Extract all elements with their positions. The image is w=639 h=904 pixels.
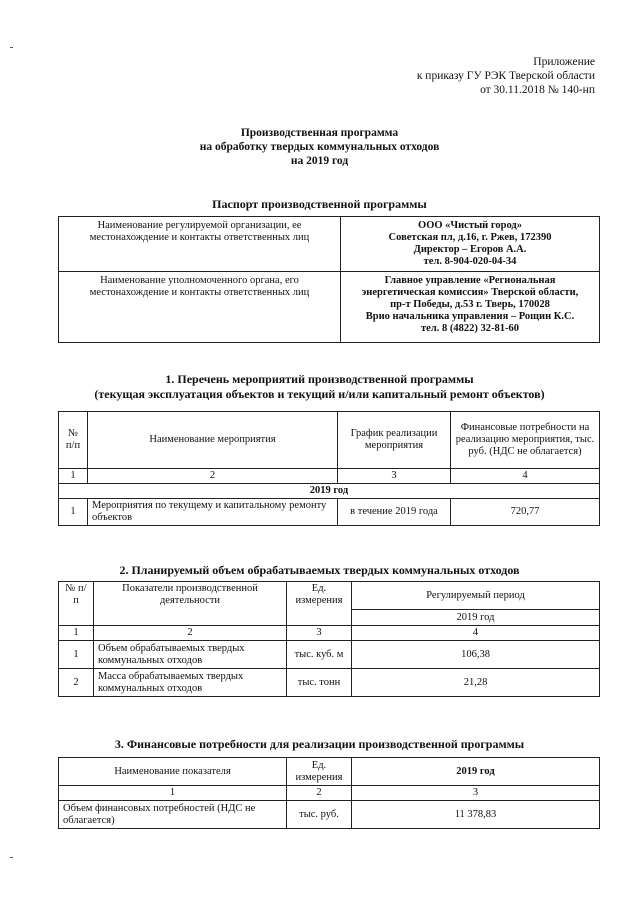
index-cell: 4 xyxy=(451,469,600,484)
row-name: Объем обрабатываемых твердых коммунальных отходов xyxy=(94,641,287,669)
volume-table xyxy=(58,581,600,697)
index-cell: 4 xyxy=(352,626,600,641)
label-text: местонахождение и контакты ответственных лиц xyxy=(89,232,310,243)
scan-mark xyxy=(10,47,13,48)
value-text: тел. 8 (4822) 32-81-60 xyxy=(421,323,519,334)
index-cell: 3 xyxy=(352,786,600,801)
table-header-row xyxy=(59,582,600,610)
order-date-line: от 30.11.2018 № 140-нп xyxy=(480,84,595,96)
index-cell: 2 xyxy=(88,469,338,484)
passport-label-cell xyxy=(59,272,341,343)
section3-heading: 3. Финансовые потребности для реализации производственной программы xyxy=(114,737,525,751)
col-year-header: 2019 год xyxy=(352,758,600,786)
value-text: энергетическая комиссия» Тверской области, xyxy=(361,287,579,298)
passport-table xyxy=(58,216,600,343)
row-schedule: в течение 2019 года xyxy=(338,499,451,526)
index-row xyxy=(59,786,600,801)
row-unit: тыс. руб. xyxy=(287,801,352,829)
row-value: 21,28 xyxy=(352,669,600,697)
col-num-header: № п/п xyxy=(59,412,88,469)
passport-label-cell xyxy=(59,217,341,272)
row-name: Объем финансовых потребностей (НДС не облагается) xyxy=(59,801,287,829)
index-cell: 2 xyxy=(287,786,352,801)
order-line: к приказу ГУ РЭК Тверской области xyxy=(416,70,595,82)
col-num-header: № п/п xyxy=(59,582,94,626)
heading-line: (текущая эксплуатация объектов и текущий и/или капитальный ремонт объектов) xyxy=(94,387,545,401)
table-header-row xyxy=(59,758,600,786)
row-num: 1 xyxy=(59,641,94,669)
section1-heading xyxy=(0,372,639,402)
passport-heading: Паспорт производственной программы xyxy=(212,197,427,211)
year-cell: 2019 год xyxy=(59,484,600,499)
index-row xyxy=(59,626,600,641)
table-row xyxy=(59,669,600,697)
row-num: 2 xyxy=(59,669,94,697)
row-value: 11 378,83 xyxy=(352,801,600,829)
heading-line: 1. Перечень мероприятий производственной программы xyxy=(165,372,474,386)
appendix-header xyxy=(335,55,595,97)
title-line: на 2019 год xyxy=(290,155,349,167)
label-text: местонахождение и контакты ответственных лиц xyxy=(89,287,310,298)
document-title xyxy=(0,126,639,168)
value-text: Советская пл, д.16, г. Ржев, 172390 xyxy=(388,232,552,243)
row-name: Масса обрабатываемых твердых коммунальных отходов xyxy=(94,669,287,697)
table-header-row xyxy=(59,412,600,469)
value-text: ООО «Чистый город» xyxy=(418,220,522,231)
table-row xyxy=(59,217,600,272)
row-unit: тыс. тонн xyxy=(287,669,352,697)
col-name-header: Наименование мероприятия xyxy=(88,412,338,469)
index-cell: 2 xyxy=(94,626,287,641)
year-row xyxy=(59,484,600,499)
title-line: Производственная программа xyxy=(240,127,399,139)
table-row xyxy=(59,641,600,669)
row-unit: тыс. куб. м xyxy=(287,641,352,669)
col-name-header: Показатели производственной деятельности xyxy=(94,582,287,626)
col-name-header: Наименование показателя xyxy=(59,758,287,786)
table-row xyxy=(59,499,600,526)
index-cell: 3 xyxy=(287,626,352,641)
label-text: Наименование уполномоченного органа, его xyxy=(100,275,299,286)
measures-table xyxy=(58,411,600,526)
period-year-cell: 2019 год xyxy=(352,610,600,626)
value-text: пр-т Победы, д.53 г. Тверь, 170028 xyxy=(390,299,550,310)
row-value: 106,38 xyxy=(352,641,600,669)
value-text: тел. 8-904-020-04-34 xyxy=(423,256,517,267)
col-schedule-header: График реализации мероприятия xyxy=(338,412,451,469)
label-text: Наименование регулируемой организации, ее xyxy=(97,220,302,231)
finance-table xyxy=(58,757,600,829)
passport-value-cell xyxy=(341,217,600,272)
index-row xyxy=(59,469,600,484)
value-text: Директор – Егоров А.А. xyxy=(413,244,527,255)
table-row xyxy=(59,272,600,343)
col-period-header: Регулируемый период xyxy=(352,582,600,610)
col-unit-header: Ед. измерения xyxy=(287,758,352,786)
value-text: Врио начальника управления – Рощин К.С. xyxy=(365,311,575,322)
index-cell: 3 xyxy=(338,469,451,484)
passport-value-cell xyxy=(341,272,600,343)
col-finance-header: Финансовые потребности на реализацию мероприятия, тыс. руб. (НДС не облагается) xyxy=(451,412,600,469)
index-cell: 1 xyxy=(59,626,94,641)
value-text: Главное управление «Региональная xyxy=(384,275,556,286)
index-cell: 1 xyxy=(59,469,88,484)
row-num: 1 xyxy=(59,499,88,526)
section2-heading: 2. Планируемый объем обрабатываемых твердых коммунальных отходов xyxy=(119,563,520,577)
appendix-line: Приложение xyxy=(533,56,595,68)
table-row xyxy=(59,801,600,829)
index-cell: 1 xyxy=(59,786,287,801)
row-value: 720,77 xyxy=(451,499,600,526)
col-unit-header: Ед. измерения xyxy=(287,582,352,626)
scan-mark xyxy=(10,857,13,858)
title-line: на обработку твердых коммунальных отходов xyxy=(199,141,440,153)
row-name: Мероприятия по текущему и капитальному ремонту объектов xyxy=(88,499,338,526)
